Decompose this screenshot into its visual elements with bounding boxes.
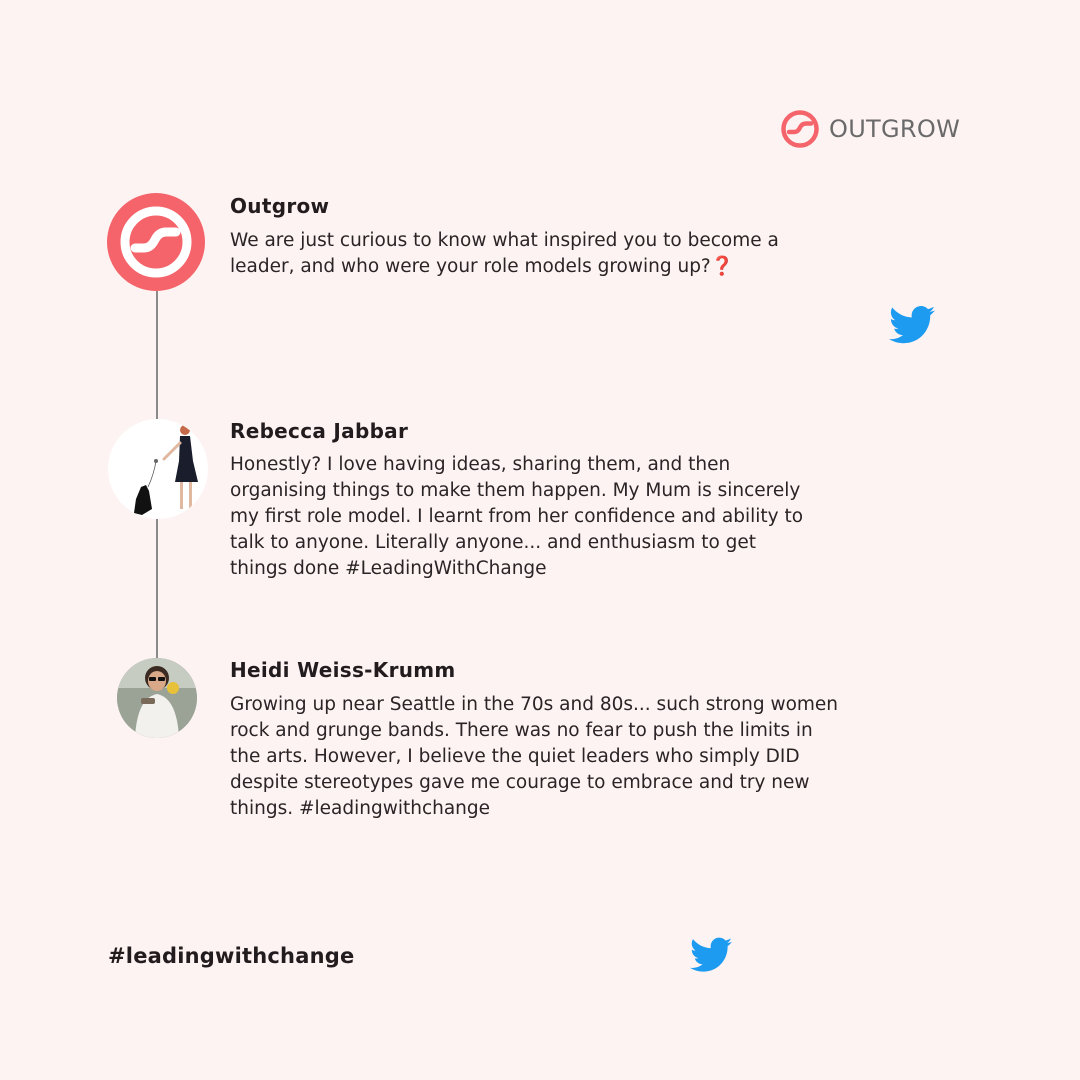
avatar [107,193,205,291]
outgrow-logo-icon [116,202,196,282]
post-author: Heidi Weiss-Krumm [230,658,456,682]
post-author: Outgrow [230,194,330,218]
avatar [108,419,208,519]
twitter-bird-icon [889,305,935,345]
brand-header [780,108,960,150]
rebecca-avatar [108,419,208,519]
twitter-bird-icon [690,937,732,973]
outgrow-logo-icon [780,109,820,149]
timeline-connector [156,291,158,419]
brand-name: OUTGROW [829,115,961,143]
footer-hashtag: #leadingwithchange [108,944,355,968]
post-text: We are just curious to know what inspired you to become a leader, and who were your role models growing up?❓ [230,230,779,277]
post-text: Growing up near Seattle in the 70s and 80s... such strong women rock and grunge bands. There was no fear to push the limits in the arts. However, I believe the quiet leaders who simply DID despite stereotypes gave me courage to embrace and try new things. #leadingwithchange [230,694,839,819]
post-author: Rebecca Jabbar [230,419,409,443]
avatar [117,658,197,738]
heidi-avatar [117,658,197,738]
post-text: Honestly? I love having ideas, sharing them, and then organising things to make them happen. My Mum is sincerely my first role model. I learnt from her confidence and ability to talk to anyone. Literally anyone... and enthusiasm to get things done #LeadingWithChange [230,454,804,579]
timeline-connector [156,519,158,658]
